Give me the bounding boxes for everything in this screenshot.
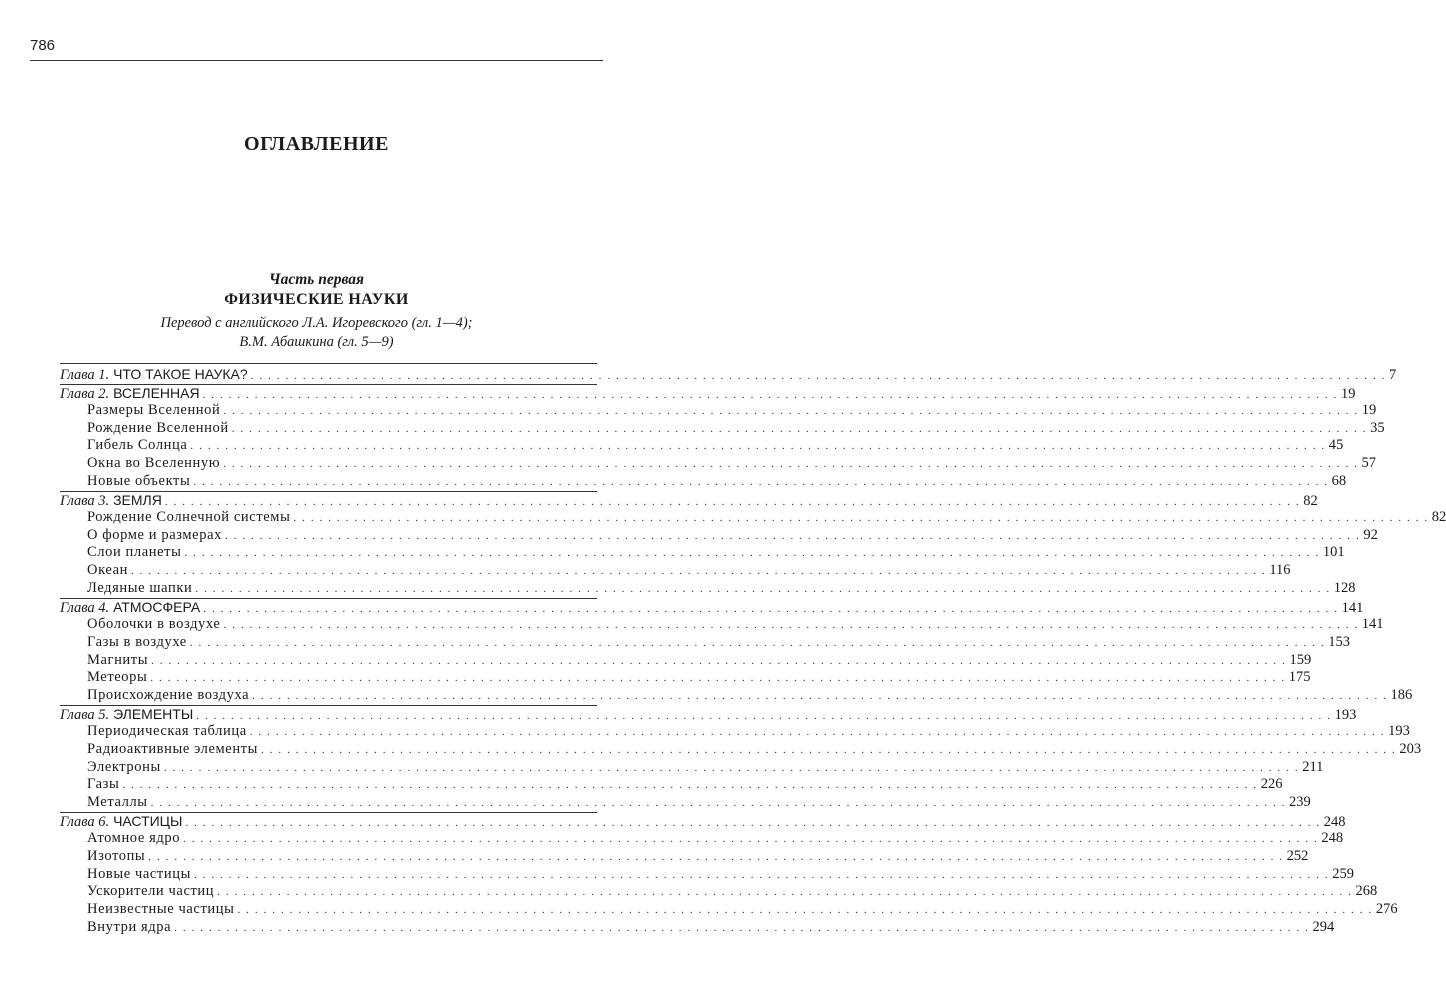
toc-section-row <box>60 401 1377 420</box>
dot-leader: . . . . . . . . . . . . . . . . . . . . . . . . . . . . . . . . . . . . . . . . . . . . . . . . . . . . . . . . . . . . . . . . . . . . . . . . . . . . . . . . . . . . . . . . . . . . . . . . . . . . . . . . . . . . . . . . . . . . . . . . . . . . . . . . . . . <box>190 440 1326 453</box>
dot-leader: . . . . . . . . . . . . . . . . . . . . . . . . . . . . . . . . . . . . . . . . . . . . . . . . . . . . . . . . . . . . . . . . . . . . . . . . . . . . . . . . . . . . . . . . . . . . . . . . . . . . . . . . . . . . . . . . . . . . . . . . . . . . . . . . . . . <box>183 832 1319 845</box>
toc-chapter-row <box>60 705 1357 724</box>
dot-leader: . . . . . . . . . . . . . . . . . . . . . . . . . . . . . . . . . . . . . . . . . . . . . . . . . . . . . . . . . . . . . . . . . . . . . . . . . . . . . . . . . . . . . . . . . . . . . . . . . . . . . . . . . . . . . . . . . . . . . . . . . . . . . . . . . . . <box>130 565 1267 578</box>
dot-leader: . . . . . . . . . . . . . . . . . . . . . . . . . . . . . . . . . . . . . . . . . . . . . . . . . . . . . . . . . . . . . . . . . . . . . . . . . . . . . . . . . . . . . . . . . . . . . . . . . . . . . . . . . . . . . . . . . . . . . . . . . . . . . . . . . . . <box>193 868 1330 881</box>
toc-page-number: 82 <box>1431 508 1446 525</box>
header-rule <box>30 60 603 61</box>
toc-page-number: 193 <box>1334 707 1357 724</box>
toc-page-number: 141 <box>1341 599 1364 616</box>
toc-section-row <box>60 794 1311 812</box>
section-title: Металлы <box>87 794 148 811</box>
toc-page-number: 35 <box>1370 419 1385 436</box>
dot-leader: . . . . . . . . . . . . . . . . . . . . . . . . . . . . . . . . . . . . . . . . . . . . . . . . . . . . . . . . . . . . . . . . . . . . . . . . . . . . . . . . . . . . . . . . . . . . . . . . . . . . . . . . . . . . . . . . . . . . . . . . . . . . . . . . . . . <box>151 654 1287 667</box>
section-title: О форме и размерах <box>87 526 222 543</box>
chapter-prefix: Глава 5. <box>60 707 110 724</box>
toc-section-row <box>60 544 1345 562</box>
dot-leader: . . . . . . . . . . . . . . . . . . . . . . . . . . . . . . . . . . . . . . . . . . . . . . . . . . . . . . . . . . . . . . . . . . . . . . . . . . . . . . . . . . . . . . . . . . . . . . . . . . . . . . . . . . . . . . . . . . . . . . . . . . . . . . . . . . . <box>223 404 1359 417</box>
page-number: 786 <box>30 37 56 54</box>
toc-page-number: 92 <box>1363 526 1378 543</box>
toc-section-row <box>60 758 1324 777</box>
toc-section-row <box>60 919 1335 937</box>
section-title: Происхождение воздуха <box>87 687 250 704</box>
section-title: Метеоры <box>87 669 148 686</box>
dot-leader: . . . . . . . . . . . . . . . . . . . . . . . . . . . . . . . . . . . . . . . . . . . . . . . . . . . . . . . . . . . . . . . . . . . . . . . . . . . . . . . . . . . . . . . . . . . . . . . . . . . . . . . . . . . . . . . . . . . . . . . . . . . . . . . . . . . <box>249 725 1386 738</box>
dot-leader: . . . . . . . . . . . . . . . . . . . . . . . . . . . . . . . . . . . . . . . . . . . . . . . . . . . . . . . . . . . . . . . . . . . . . . . . . . . . . . . . . . . . . . . . . . . . . . . . . . . . . . . . . . . . . . . . . . . . . . . . . . . . . . . . . . . <box>223 618 1359 631</box>
section-title: Атомное ядро <box>87 829 181 846</box>
dot-leader: . . . . . . . . . . . . . . . . . . . . . . . . . . . . . . . . . . . . . . . . . . . . . . . . . . . . . . . . . . . . . . . . . . . . . . . . . . . . . . . . . . . . . . . . . . . . . . . . . . . . . . . . . . . . . . . . . . . . . . . . . . . . . . . . . . . <box>195 583 1331 596</box>
section-title: Изотопы <box>87 847 146 864</box>
dot-leader: . . . . . . . . . . . . . . . . . . . . . . . . . . . . . . . . . . . . . . . . . . . . . . . . . . . . . . . . . . . . . . . . . . . . . . . . . . . . . . . . . . . . . . . . . . . . . . . . . . . . . . . . . . . . . . . . . . . . . . . . . . . . . . . . . . . <box>193 476 1329 489</box>
toc-page-number: 7 <box>1389 367 1397 383</box>
section-title: Электроны <box>87 758 161 775</box>
toc-section-row <box>60 740 1422 759</box>
dot-leader: . . . . . . . . . . . . . . . . . . . . . . . . . . . . . . . . . . . . . . . . . . . . . . . . . . . . . . . . . . . . . . . . . . . . . . . . . . . . . . . . . . . . . . . . . . . . . . . . . . . . . . . . . . . . . . . . . . . . . . . . . . . . . . . . . . . <box>237 904 1373 917</box>
toc-section-row <box>60 901 1398 919</box>
toc-section-row <box>60 847 1309 866</box>
toc-page-number: 193 <box>1388 722 1410 739</box>
toc-page-number: 186 <box>1390 687 1413 704</box>
toc-page-number: 276 <box>1375 901 1398 918</box>
section-title: Радиоактивные элементы <box>87 740 258 757</box>
toc-page-number: 248 <box>1321 829 1344 846</box>
section-title: Рождение Солнечной системы <box>87 508 291 525</box>
toc-chapter-row <box>60 812 1346 831</box>
section-rule <box>60 363 597 364</box>
toc-page-number: 57 <box>1361 455 1377 472</box>
toc-section-row <box>60 687 1413 705</box>
dot-leader: . . . . . . . . . . . . . . . . . . . . . . . . . . . . . . . . . . . . . . . . . . . . . . . . . . . . . . . . . . . . . . . . . . . . . . . . . . . . . . . . . . . . . . . . . . . . . . . . . . . . . . . . . . . . . . . . . . . . . . . . . . . . . . . . . . . <box>231 422 1368 435</box>
section-title: Новые объекты <box>87 473 191 490</box>
toc-page-number: 159 <box>1289 651 1312 668</box>
dot-leader: . . . . . . . . . . . . . . . . . . . . . . . . . . . . . . . . . . . . . . . . . . . . . . . . . . . . . . . . . . . . . . . . . . . . . . . . . . . . . . . . . . . . . . . . . . . . . . . . . . . . . . . . . . . . . . . . . . . . . . . . . . . . . . . . . . . <box>174 922 1310 935</box>
toc-page-number: 45 <box>1328 437 1344 454</box>
dot-leader: . . . . . . . . . . . . . . . . . . . . . . . . . . . . . . . . . . . . . . . . . . . . . . . . . . . . . . . . . . . . . . . . . . . . . . . . . . . . . . . . . . . . . . . . . . . . . . . . . . . . . . . . . . . . . . . . . . . . . . . . . . . . . . . . . . . <box>250 370 1387 382</box>
toc-section-row <box>60 829 1344 848</box>
toc-page-number: 211 <box>1302 758 1324 775</box>
chapter-prefix: Глава 3. <box>60 492 110 509</box>
dot-leader: . . . . . . . . . . . . . . . . . . . . . . . . . . . . . . . . . . . . . . . . . . . . . . . . . . . . . . . . . . . . . . . . . . . . . . . . . . . . . . . . . . . . . . . . . . . . . . . . . . . . . . . . . . . . . . . . . . . . . . . . . . . . . . . . . . . <box>189 636 1326 649</box>
section-title: Гибель Солнца <box>87 437 188 454</box>
toc-page-number: 259 <box>1332 865 1355 882</box>
toc-page-number: 226 <box>1260 776 1283 793</box>
toc-section-row <box>60 776 1283 794</box>
toc-page-number: 239 <box>1289 794 1311 811</box>
toc-section-row <box>60 651 1312 670</box>
toc-page-number: 153 <box>1328 633 1350 650</box>
section-title: Газы в воздухе <box>87 633 187 650</box>
section-title: Рождение Вселенной <box>87 419 229 436</box>
part-label: Часть первая <box>268 271 365 288</box>
part-title: ФИЗИЧЕСКИЕ НАУКИ <box>224 291 409 308</box>
toc-page-number: 252 <box>1286 847 1309 864</box>
toc-page-number: 141 <box>1361 615 1384 632</box>
toc-section-row <box>60 419 1385 438</box>
dot-leader: . . . . . . . . . . . . . . . . . . . . . . . . . . . . . . . . . . . . . . . . . . . . . . . . . . . . . . . . . . . . . . . . . . . . . . . . . . . . . . . . . . . . . . . . . . . . . . . . . . . . . . . . . . . . . . . . . . . . . . . . . . . . . . . . . . . <box>122 779 1258 792</box>
dot-leader: . . . . . . . . . . . . . . . . . . . . . . . . . . . . . . . . . . . . . . . . . . . . . . . . . . . . . . . . . . . . . . . . . . . . . . . . . . . . . . . . . . . . . . . . . . . . . . . . . . . . . . . . . . . . . . . . . . . . . . . . . . . . . . . . . . . <box>150 672 1286 685</box>
toc-page-number: 175 <box>1288 669 1311 686</box>
toc-section-row <box>60 580 1356 598</box>
dot-leader: . . . . . . . . . . . . . . . . . . . . . . . . . . . . . . . . . . . . . . . . . . . . . . . . . . . . . . . . . . . . . . . . . . . . . . . . . . . . . . . . . . . . . . . . . . . . . . . . . . . . . . . . . . . . . . . . . . . . . . . . . . . . . . . . . . . <box>185 817 1321 830</box>
dot-leader: . . . . . . . . . . . . . . . . . . . . . . . . . . . . . . . . . . . . . . . . . . . . . . . . . . . . . . . . . . . . . . . . . . . . . . . . . . . . . . . . . . . . . . . . . . . . . . . . . . . . . . . . . . . . . . . . . . . . . . . . . . . . . . . . . . . <box>164 495 1301 508</box>
translators-line-1: Перевод с английского Л.А. Игоревского (гл. 1—4); <box>160 315 473 331</box>
chapter-title: АТМОСФЕРА <box>113 598 201 615</box>
chapter-title: ЗЕМЛЯ <box>113 491 162 508</box>
chapter-prefix: Глава 6. <box>60 814 110 831</box>
section-title: Окна во Вселенную <box>87 455 221 472</box>
toc-page-number: 82 <box>1303 492 1318 509</box>
toc-page-number: 19 <box>1361 401 1377 418</box>
dot-leader: . . . . . . . . . . . . . . . . . . . . . . . . . . . . . . . . . . . . . . . . . . . . . . . . . . . . . . . . . . . . . . . . . . . . . . . . . . . . . . . . . . . . . . . . . . . . . . . . . . . . . . . . . . . . . . . . . . . . . . . . . . . . . . . . . . . <box>203 602 1339 615</box>
toc-section-row <box>60 883 1378 901</box>
section-title: Океан <box>87 562 128 579</box>
section-title: Магниты <box>87 651 149 668</box>
toc-section-row <box>60 865 1355 884</box>
toc-chapter-row <box>60 598 1364 616</box>
dot-leader: . . . . . . . . . . . . . . . . . . . . . . . . . . . . . . . . . . . . . . . . . . . . . . . . . . . . . . . . . . . . . . . . . . . . . . . . . . . . . . . . . . . . . . . . . . . . . . . . . . . . . . . . . . . . . . . . . . . . . . . . . . . . . . . . . . . <box>184 547 1320 560</box>
dot-leader: . . . . . . . . . . . . . . . . . . . . . . . . . . . . . . . . . . . . . . . . . . . . . . . . . . . . . . . . . . . . . . . . . . . . . . . . . . . . . . . . . . . . . . . . . . . . . . . . . . . . . . . . . . . . . . . . . . . . . . . . . . . . . . . . . . . <box>202 388 1338 401</box>
toc-page-number: 19 <box>1340 385 1356 402</box>
section-title: Новые частицы <box>87 865 191 882</box>
chapter-title: ЧТО ТАКОЕ НАУКА? <box>113 366 248 382</box>
toc-section-row <box>60 669 1311 687</box>
chapter-title: ВСЕЛЕННАЯ <box>113 384 200 401</box>
section-title: Неизвестные частицы <box>87 901 235 918</box>
toc-section-row <box>60 633 1350 652</box>
toc-section-row <box>60 437 1344 455</box>
dot-leader: . . . . . . . . . . . . . . . . . . . . . . . . . . . . . . . . . . . . . . . . . . . . . . . . . . . . . . . . . . . . . . . . . . . . . . . . . . . . . . . . . . . . . . . . . . . . . . . . . . . . . . . . . . . . . . . . . . . . . . . . . . . . . . . . . . . <box>293 511 1429 524</box>
dot-leader: . . . . . . . . . . . . . . . . . . . . . . . . . . . . . . . . . . . . . . . . . . . . . . . . . . . . . . . . . . . . . . . . . . . . . . . . . . . . . . . . . . . . . . . . . . . . . . . . . . . . . . . . . . . . . . . . . . . . . . . . . . . . . . . . . . . <box>196 710 1332 723</box>
toc-page-number: 101 <box>1322 544 1345 561</box>
toc-section-row <box>60 473 1347 491</box>
chapter-title: ЭЛЕМЕНТЫ <box>113 706 194 723</box>
section-title: Газы <box>87 776 120 793</box>
toc-page-number: 116 <box>1269 562 1291 579</box>
dot-leader: . . . . . . . . . . . . . . . . . . . . . . . . . . . . . . . . . . . . . . . . . . . . . . . . . . . . . . . . . . . . . . . . . . . . . . . . . . . . . . . . . . . . . . . . . . . . . . . . . . . . . . . . . . . . . . . . . . . . . . . . . . . . . . . . . . . <box>260 743 1397 756</box>
table-of-contents <box>60 366 1446 937</box>
dot-leader: . . . . . . . . . . . . . . . . . . . . . . . . . . . . . . . . . . . . . . . . . . . . . . . . . . . . . . . . . . . . . . . . . . . . . . . . . . . . . . . . . . . . . . . . . . . . . . . . . . . . . . . . . . . . . . . . . . . . . . . . . . . . . . . . . . . <box>252 690 1388 703</box>
dot-leader: . . . . . . . . . . . . . . . . . . . . . . . . . . . . . . . . . . . . . . . . . . . . . . . . . . . . . . . . . . . . . . . . . . . . . . . . . . . . . . . . . . . . . . . . . . . . . . . . . . . . . . . . . . . . . . . . . . . . . . . . . . . . . . . . . . . <box>217 886 1353 899</box>
section-title: Периодическая таблица <box>87 722 247 739</box>
toc-page-number: 68 <box>1331 473 1347 490</box>
dot-leader: . . . . . . . . . . . . . . . . . . . . . . . . . . . . . . . . . . . . . . . . . . . . . . . . . . . . . . . . . . . . . . . . . . . . . . . . . . . . . . . . . . . . . . . . . . . . . . . . . . . . . . . . . . . . . . . . . . . . . . . . . . . . . . . . . . . <box>224 529 1361 542</box>
toc-chapter-row <box>60 366 1397 384</box>
section-title: Ледяные шапки <box>87 580 193 597</box>
toc-section-row <box>60 526 1378 545</box>
chapter-prefix: Глава 2. <box>60 385 110 402</box>
toc-page-number: 248 <box>1323 814 1346 831</box>
toc-chapter-row <box>60 384 1356 402</box>
dot-leader: . . . . . . . . . . . . . . . . . . . . . . . . . . . . . . . . . . . . . . . . . . . . . . . . . . . . . . . . . . . . . . . . . . . . . . . . . . . . . . . . . . . . . . . . . . . . . . . . . . . . . . . . . . . . . . . . . . . . . . . . . . . . . . . . . . . <box>223 458 1359 471</box>
section-title: Размеры Вселенной <box>87 401 221 418</box>
section-title: Оболочки в воздухе <box>87 615 221 632</box>
dot-leader: . . . . . . . . . . . . . . . . . . . . . . . . . . . . . . . . . . . . . . . . . . . . . . . . . . . . . . . . . . . . . . . . . . . . . . . . . . . . . . . . . . . . . . . . . . . . . . . . . . . . . . . . . . . . . . . . . . . . . . . . . . . . . . . . . . . <box>150 797 1286 810</box>
toc-section-row <box>60 508 1446 527</box>
chapter-title: ЧАСТИЦЫ <box>113 813 183 830</box>
toc-page-number: 294 <box>1312 919 1335 936</box>
section-title: Ускорители частиц <box>87 883 215 900</box>
dot-leader: . . . . . . . . . . . . . . . . . . . . . . . . . . . . . . . . . . . . . . . . . . . . . . . . . . . . . . . . . . . . . . . . . . . . . . . . . . . . . . . . . . . . . . . . . . . . . . . . . . . . . . . . . . . . . . . . . . . . . . . . . . . . . . . . . . . <box>148 850 1284 863</box>
dot-leader: . . . . . . . . . . . . . . . . . . . . . . . . . . . . . . . . . . . . . . . . . . . . . . . . . . . . . . . . . . . . . . . . . . . . . . . . . . . . . . . . . . . . . . . . . . . . . . . . . . . . . . . . . . . . . . . . . . . . . . . . . . . . . . . . . . . <box>163 761 1300 774</box>
page-title: ОГЛАВЛЕНИЕ <box>244 133 389 155</box>
toc-page-number: 203 <box>1399 740 1422 757</box>
translators-line-2: В.М. Абашкина (гл. 5—9) <box>239 334 394 350</box>
toc-section-row <box>60 722 1410 741</box>
chapter-prefix: Глава 1. <box>60 367 110 383</box>
section-title: Слои планеты <box>87 544 182 561</box>
toc-chapter-row <box>60 491 1318 509</box>
chapter-prefix: Глава 4. <box>60 599 110 616</box>
section-title: Внутри ядра <box>87 919 172 936</box>
toc-page-number: 268 <box>1355 883 1378 900</box>
toc-section-row <box>60 562 1291 580</box>
toc-page-number: 128 <box>1333 580 1356 597</box>
toc-section-row <box>60 615 1384 634</box>
toc-section-row <box>60 455 1377 473</box>
